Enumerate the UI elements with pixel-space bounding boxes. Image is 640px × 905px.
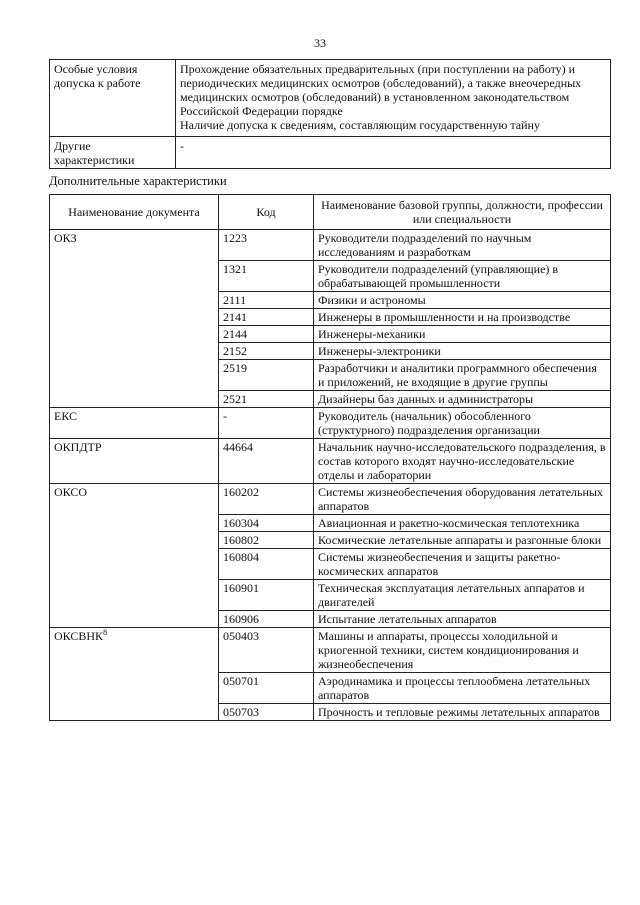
table-row bbox=[50, 60, 611, 137]
occupation-name-cell: Инженеры-электроники bbox=[314, 343, 611, 360]
document-name: ОКСВНК bbox=[54, 629, 104, 643]
occupation-name-cell: Руководители подразделений по научным исследованиям и разработкам bbox=[314, 230, 611, 261]
code-cell: 2519 bbox=[219, 360, 314, 391]
code-cell: 1321 bbox=[219, 261, 314, 292]
occupation-name-cell: Руководители подразделений (управляющие) в обрабатывающей промышленности bbox=[314, 261, 611, 292]
occupation-name-cell: Инженеры в промышленности и на производстве bbox=[314, 309, 611, 326]
occupation-name-cell: Руководитель (начальник) обособленного (структурного) подразделения организации bbox=[314, 408, 611, 439]
table-row bbox=[50, 408, 611, 439]
document-name: ОКПДТР bbox=[54, 440, 102, 454]
document-cell bbox=[50, 439, 219, 484]
requirements-table bbox=[49, 59, 611, 169]
occupation-name-cell: Аэродинамика и процессы теплообмена летательных аппаратов bbox=[314, 673, 611, 704]
code-cell: 050701 bbox=[219, 673, 314, 704]
occupation-name-cell: Системы жизнеобеспечения и защиты ракетно-космических аппаратов bbox=[314, 549, 611, 580]
code-cell: 050403 bbox=[219, 628, 314, 673]
document-name: ОКЗ bbox=[54, 231, 77, 245]
additional-characteristics-table bbox=[49, 194, 611, 721]
section-title: Дополнительные характеристики bbox=[49, 174, 227, 188]
column-header-code: Код bbox=[219, 195, 314, 230]
document-cell bbox=[50, 628, 219, 721]
row-label: Другие характеристики bbox=[50, 137, 176, 169]
row-label: Особые условия допуска к работе bbox=[50, 60, 176, 137]
code-cell: - bbox=[219, 408, 314, 439]
value-line: Прохождение обязательных предварительных (при поступлении на работу) и периодических медицинских осмотров (обследований), а также внеочередных медицинских осмотров (обследований) в установленном законодательством Российской Федерации порядке bbox=[180, 62, 582, 118]
occupation-name-cell: Разработчики и аналитики программного обеспечения и приложений, не входящие в другие группы bbox=[314, 360, 611, 391]
code-cell: 160202 bbox=[219, 484, 314, 515]
occupation-name-cell: Прочность и тепловые режимы летательных аппаратов bbox=[314, 704, 611, 721]
code-cell: 2144 bbox=[219, 326, 314, 343]
code-cell: 2141 bbox=[219, 309, 314, 326]
occupation-name-cell: Космические летательные аппараты и разгонные блоки bbox=[314, 532, 611, 549]
column-header-name: Наименование базовой группы, должности, профессии или специальности bbox=[314, 195, 611, 230]
header-row bbox=[50, 195, 611, 230]
occupation-name-cell: Инженеры-механики bbox=[314, 326, 611, 343]
code-cell: 160804 bbox=[219, 549, 314, 580]
value-line: Наличие допуска к сведениям, составляющим государственную тайну bbox=[180, 118, 540, 132]
occupation-name-cell: Машины и аппараты, процессы холодильной и криогенной техники, систем кондиционирования и жизнеобеспечения bbox=[314, 628, 611, 673]
code-cell: 44664 bbox=[219, 439, 314, 484]
footnote-marker: 8 bbox=[103, 628, 108, 637]
code-cell: 160802 bbox=[219, 532, 314, 549]
code-cell: 2111 bbox=[219, 292, 314, 309]
table-row bbox=[50, 484, 611, 515]
page-number: 33 bbox=[314, 36, 326, 50]
code-cell: 2152 bbox=[219, 343, 314, 360]
occupation-name-cell: Физики и астрономы bbox=[314, 292, 611, 309]
table-body bbox=[50, 230, 611, 721]
document-cell bbox=[50, 230, 219, 408]
code-cell: 160906 bbox=[219, 611, 314, 628]
occupation-name-cell: Техническая эксплуатация летательных аппаратов и двигателей bbox=[314, 580, 611, 611]
code-cell: 160901 bbox=[219, 580, 314, 611]
document-name: ЕКС bbox=[54, 409, 78, 423]
occupation-name-cell: Начальник научно-исследовательского подразделения, в состав которого входят научно-исследовательские отделы и лаборатории bbox=[314, 439, 611, 484]
table-row bbox=[50, 628, 611, 673]
row-value bbox=[176, 60, 611, 137]
occupation-name-cell: Испытание летательных аппаратов bbox=[314, 611, 611, 628]
occupation-name-cell: Авиационная и ракетно-космическая теплотехника bbox=[314, 515, 611, 532]
table-row bbox=[50, 439, 611, 484]
code-cell: 050703 bbox=[219, 704, 314, 721]
value-line: - bbox=[180, 139, 184, 153]
occupation-name-cell: Системы жизнеобеспечения оборудования летательных аппаратов bbox=[314, 484, 611, 515]
table-row bbox=[50, 230, 611, 261]
document-cell bbox=[50, 484, 219, 628]
table-row bbox=[50, 137, 611, 169]
document-cell bbox=[50, 408, 219, 439]
row-value bbox=[176, 137, 611, 169]
code-cell: 160304 bbox=[219, 515, 314, 532]
occupation-name-cell: Дизайнеры баз данных и администраторы bbox=[314, 391, 611, 408]
code-cell: 1223 bbox=[219, 230, 314, 261]
column-header-document: Наименование документа bbox=[50, 195, 219, 230]
code-cell: 2521 bbox=[219, 391, 314, 408]
document-name: ОКСО bbox=[54, 485, 88, 499]
